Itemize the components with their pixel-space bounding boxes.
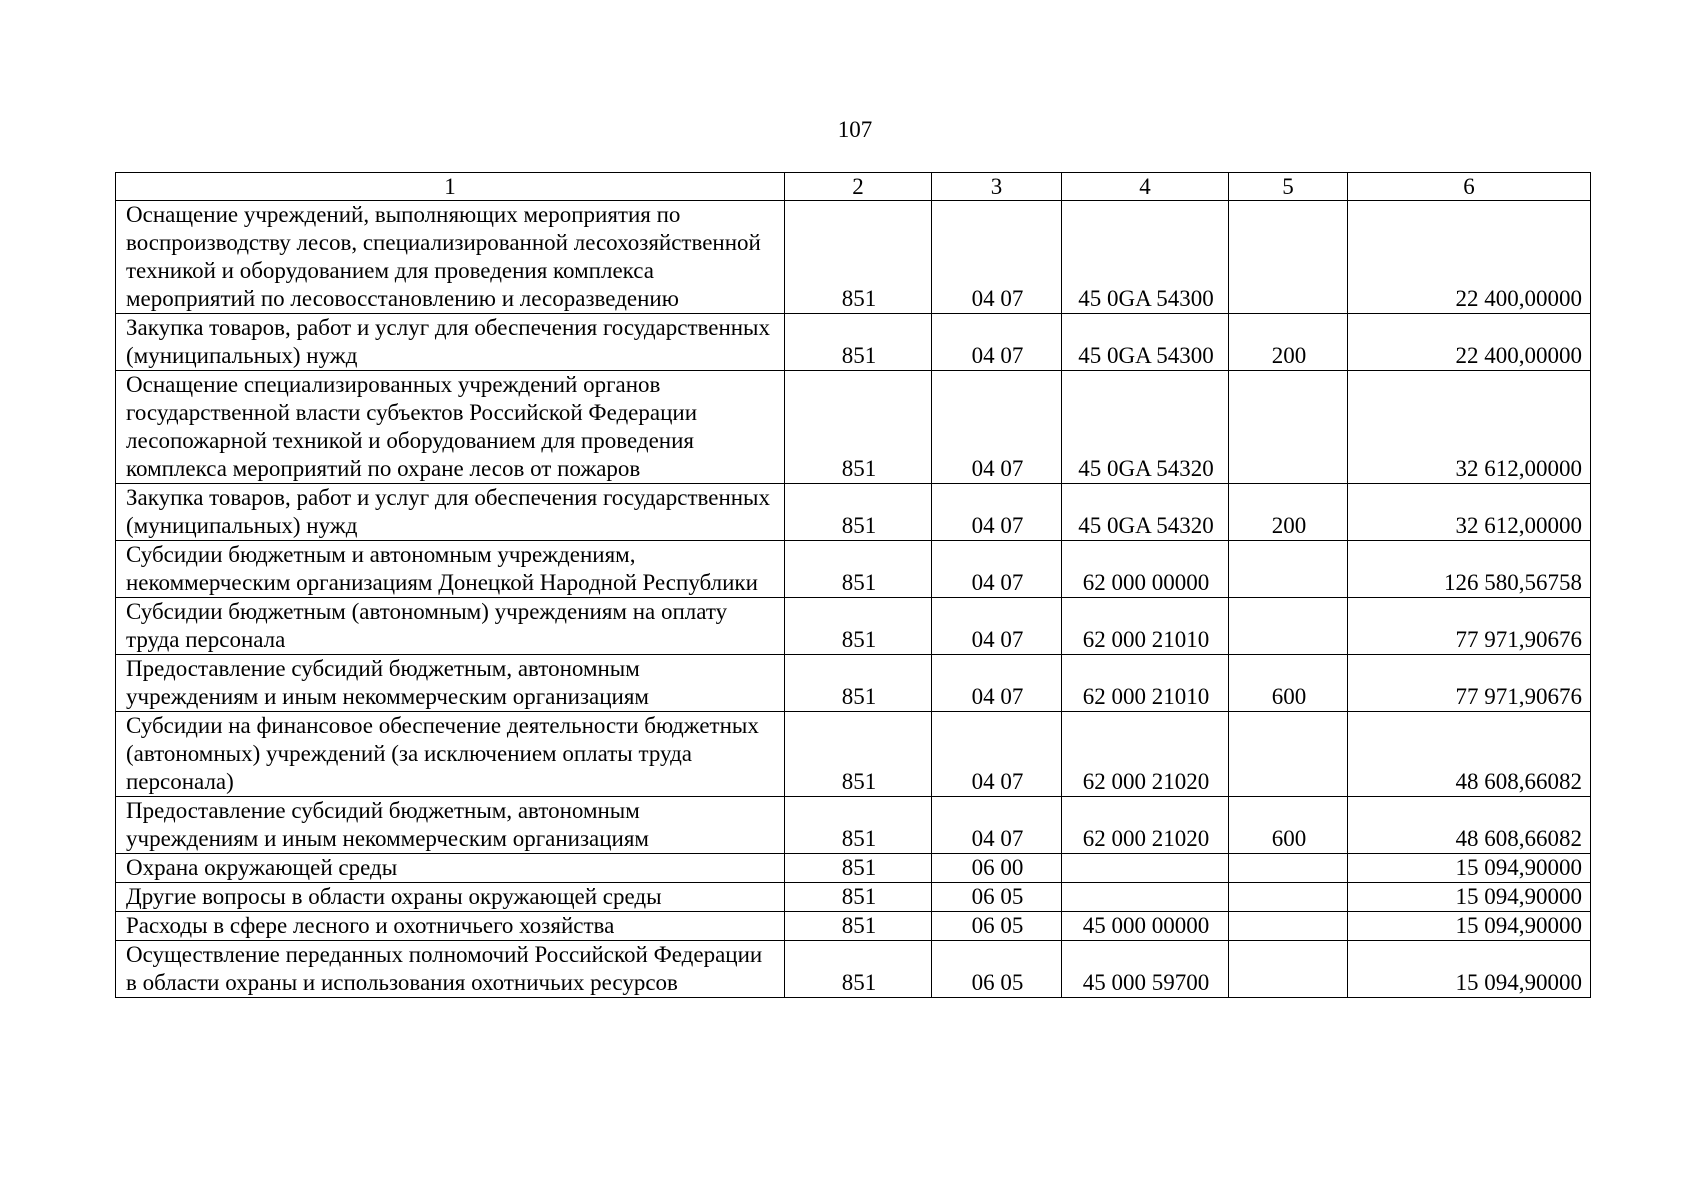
cell-expense-type xyxy=(1229,883,1348,912)
cell-expense-type: 600 xyxy=(1229,655,1348,712)
cell-amount: 77 971,90676 xyxy=(1348,655,1591,712)
cell-expense-type xyxy=(1229,941,1348,998)
cell-admin-code: 851 xyxy=(785,854,932,883)
cell-admin-code: 851 xyxy=(785,941,932,998)
cell-expense-type xyxy=(1229,912,1348,941)
cell-admin-code: 851 xyxy=(785,912,932,941)
cell-expense-type xyxy=(1229,854,1348,883)
cell-amount: 15 094,90000 xyxy=(1348,883,1591,912)
cell-target-article: 45 0GA 54300 xyxy=(1062,314,1229,371)
cell-target-article xyxy=(1062,854,1229,883)
cell-section: 06 05 xyxy=(932,941,1062,998)
cell-section: 04 07 xyxy=(932,541,1062,598)
cell-amount: 32 612,00000 xyxy=(1348,371,1591,484)
cell-target-article: 62 000 21020 xyxy=(1062,712,1229,797)
cell-name: Осуществление переданных полномочий Российской Федерации в области охраны и использования охотничьих ресурсов xyxy=(116,941,785,998)
cell-amount: 48 608,66082 xyxy=(1348,712,1591,797)
cell-admin-code: 851 xyxy=(785,712,932,797)
table-row xyxy=(116,655,1591,712)
cell-name: Оснащение специализированных учреждений органов государственной власти субъектов Российской Федерации лесопожарной техникой и оборудованием для проведения комплекса мероприятий по охране лесов от пожаров xyxy=(116,371,785,484)
cell-name: Закупка товаров, работ и услуг для обеспечения государственных (муниципальных) нужд xyxy=(116,484,785,541)
cell-expense-type xyxy=(1229,541,1348,598)
cell-name: Оснащение учреждений, выполняющих мероприятия по воспроизводству лесов, специализированной лесохозяйственной техникой и оборудованием для проведения комплекса мероприятий по лесовосстановлению и лесоразведению xyxy=(116,201,785,314)
cell-target-article: 62 000 21010 xyxy=(1062,598,1229,655)
cell-name: Субсидии на финансовое обеспечение деятельности бюджетных (автономных) учреждений (за исключением оплаты труда персонала) xyxy=(116,712,785,797)
header-col-5: 5 xyxy=(1229,173,1348,201)
cell-target-article: 45 000 59700 xyxy=(1062,941,1229,998)
cell-expense-type xyxy=(1229,598,1348,655)
cell-target-article: 62 000 21020 xyxy=(1062,797,1229,854)
table-row xyxy=(116,912,1591,941)
cell-section: 06 05 xyxy=(932,883,1062,912)
cell-target-article: 45 0GA 54320 xyxy=(1062,371,1229,484)
cell-admin-code: 851 xyxy=(785,541,932,598)
cell-section: 06 00 xyxy=(932,854,1062,883)
cell-expense-type: 600 xyxy=(1229,797,1348,854)
cell-expense-type xyxy=(1229,201,1348,314)
header-col-1: 1 xyxy=(116,173,785,201)
cell-name: Предоставление субсидий бюджетным, автономным учреждениям и иным некоммерческим организациям xyxy=(116,797,785,854)
cell-name: Другие вопросы в области охраны окружающей среды xyxy=(116,883,785,912)
cell-amount: 22 400,00000 xyxy=(1348,201,1591,314)
cell-amount: 32 612,00000 xyxy=(1348,484,1591,541)
cell-section: 04 07 xyxy=(932,484,1062,541)
cell-section: 04 07 xyxy=(932,797,1062,854)
cell-name: Субсидии бюджетным (автономным) учреждениям на оплату труда персонала xyxy=(116,598,785,655)
header-col-3: 3 xyxy=(932,173,1062,201)
cell-amount: 48 608,66082 xyxy=(1348,797,1591,854)
table-row xyxy=(116,201,1591,314)
cell-amount: 15 094,90000 xyxy=(1348,912,1591,941)
cell-expense-type xyxy=(1229,712,1348,797)
cell-section: 04 07 xyxy=(932,314,1062,371)
cell-admin-code: 851 xyxy=(785,484,932,541)
cell-name: Предоставление субсидий бюджетным, автономным учреждениям и иным некоммерческим организациям xyxy=(116,655,785,712)
cell-amount: 15 094,90000 xyxy=(1348,941,1591,998)
cell-target-article xyxy=(1062,883,1229,912)
table-row xyxy=(116,314,1591,371)
cell-target-article: 45 0GA 54300 xyxy=(1062,201,1229,314)
cell-admin-code: 851 xyxy=(785,655,932,712)
cell-target-article: 62 000 21010 xyxy=(1062,655,1229,712)
cell-admin-code: 851 xyxy=(785,883,932,912)
header-col-2: 2 xyxy=(785,173,932,201)
cell-admin-code: 851 xyxy=(785,371,932,484)
table-row xyxy=(116,541,1591,598)
table-body xyxy=(116,201,1591,998)
table-row xyxy=(116,371,1591,484)
cell-admin-code: 851 xyxy=(785,201,932,314)
table-header-row xyxy=(116,173,1591,201)
cell-amount: 77 971,90676 xyxy=(1348,598,1591,655)
page-number: 107 xyxy=(837,117,873,142)
budget-table xyxy=(115,172,1591,998)
cell-target-article: 45 000 00000 xyxy=(1062,912,1229,941)
cell-section: 04 07 xyxy=(932,655,1062,712)
cell-admin-code: 851 xyxy=(785,314,932,371)
table-row xyxy=(116,854,1591,883)
table-row xyxy=(116,484,1591,541)
cell-amount: 126 580,56758 xyxy=(1348,541,1591,598)
cell-expense-type: 200 xyxy=(1229,484,1348,541)
cell-target-article: 62 000 00000 xyxy=(1062,541,1229,598)
cell-amount: 22 400,00000 xyxy=(1348,314,1591,371)
cell-section: 04 07 xyxy=(932,598,1062,655)
cell-section: 06 05 xyxy=(932,912,1062,941)
cell-expense-type: 200 xyxy=(1229,314,1348,371)
cell-amount: 15 094,90000 xyxy=(1348,854,1591,883)
cell-admin-code: 851 xyxy=(785,797,932,854)
header-col-4: 4 xyxy=(1062,173,1229,201)
cell-section: 04 07 xyxy=(932,712,1062,797)
cell-name: Расходы в сфере лесного и охотничьего хозяйства xyxy=(116,912,785,941)
table-row xyxy=(116,598,1591,655)
cell-name: Субсидии бюджетным и автономным учреждениям, некоммерческим организациям Донецкой Народной Республики xyxy=(116,541,785,598)
cell-section: 04 07 xyxy=(932,201,1062,314)
cell-admin-code: 851 xyxy=(785,598,932,655)
header-col-6: 6 xyxy=(1348,173,1591,201)
table-row xyxy=(116,883,1591,912)
cell-target-article: 45 0GA 54320 xyxy=(1062,484,1229,541)
table-row xyxy=(116,941,1591,998)
cell-section: 04 07 xyxy=(932,371,1062,484)
table-row xyxy=(116,797,1591,854)
table-row xyxy=(116,712,1591,797)
cell-name: Закупка товаров, работ и услуг для обеспечения государственных (муниципальных) нужд xyxy=(116,314,785,371)
cell-expense-type xyxy=(1229,371,1348,484)
cell-name: Охрана окружающей среды xyxy=(116,854,785,883)
